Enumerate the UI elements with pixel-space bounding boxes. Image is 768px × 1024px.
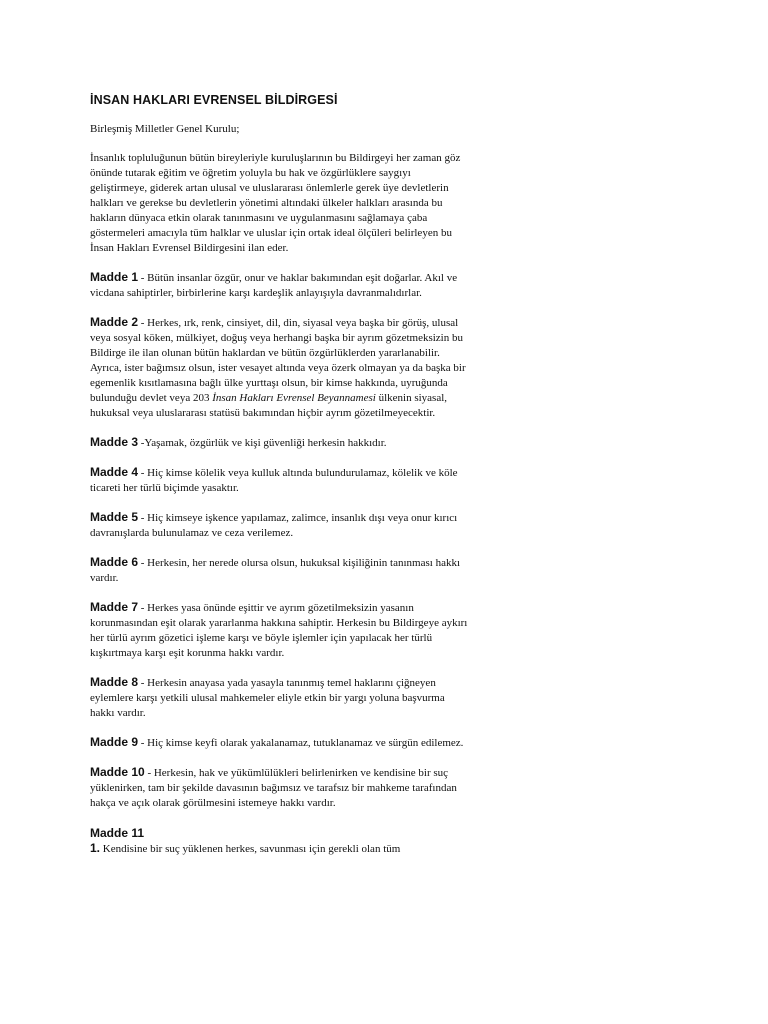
document-title: İNSAN HAKLARI EVRENSEL BİLDİRGESİ [90, 93, 338, 107]
article-11-text: Kendisine bir suç yüklenen herkes, savunması için gerekli olan tüm [100, 843, 401, 855]
article-10-text: - Herkesin, hak ve yükümlülükleri belirlenirken ve kendisine bir suç yüklenirken, tam bir şekilde davasının bağımsız ve tarafsız bir mahkeme tarafından hakça ve açık olarak görülmesini istemeye hakkı vardır. [90, 767, 457, 809]
article-5-label: Madde 5 [90, 510, 139, 524]
article-6-text: - Herkesin, her nerede olursa olsun, hukuksal kişiliğinin tanınması hakkı vardır. [90, 557, 461, 584]
article-6-label: Madde 6 [90, 555, 139, 569]
article-2-text-continued: ülkenin siyasal, hukuksal veya uluslararası statüsü bakımından hiçbir ayrım gözetilmeyecektir. [90, 392, 448, 419]
document-page [90, 92, 468, 871]
article-1-text: - Bütün insanlar özgür, onur ve haklar bakımından eşit doğarlar. Akıl ve vicdana sahiptirler, birbirlerine karşı kardeşlik anlayışıyla davranmalıdırlar. [90, 272, 458, 299]
preamble-paragraph: İnsanlık topluluğunun bütün bireyleriyle kuruluşlarının bu Bildirgeyi her zaman göz önünde tutarak eğitim ve öğretim yoluyla bu hak ve özgürlüklere saygıyı geliştirmeye, giderek artan ulusal ve uluslararası önlemlerle gerek üye devletlerin halkları ve gerekse bu devletlerin yönetimi altındaki ülkeler halkları arasında bu hakların dünyaca etkin olarak tanınmasını ve uygulanmasını sağlamaya çaba göstermeleri amacıyla tüm halklar ve uluslar için ortak ideal ölçüleri belirleyen bu İnsan Hakları Evrensel Bildirgesini ilan eder. [90, 152, 461, 254]
article-8-text: - Herkesin anayasa yada yasayla tanınmış temel haklarını çiğneyen eylemlere karşı yetkili ulusal mahkemeler eliyle etkin bir yargı yoluna başvurma hakkı vardır. [90, 677, 445, 719]
article-9-label: Madde 9 [90, 735, 139, 749]
article-3 [90, 435, 468, 451]
article-2 [90, 315, 468, 421]
assembly-line: Birleşmiş Milletler Genel Kurulu; [90, 123, 240, 135]
article-11 [90, 825, 468, 857]
article-7-text: - Herkes yasa önünde eşittir ve ayrım gözetilmeksizin yasanın korunmasından eşit olarak yararlanma hakkına sahiptir. Herkesin bu Bildirgeye aykırı her türlü ayrım gözetici işleme karşı ve böyle işlemler için yapılacak her türlü kışkırtmaya karşı eşit korunma hakkı vardır. [90, 602, 468, 659]
article-3-text: -Yaşamak, özgürlük ve kişi güvenliği herkesin hakkıdır. [138, 437, 387, 449]
article-8 [90, 675, 468, 721]
article-5 [90, 510, 468, 541]
article-11-label: Madde 11 [90, 826, 145, 840]
article-4-label: Madde 4 [90, 465, 139, 479]
article-2-label: Madde 2 [90, 315, 139, 329]
article-5-text: - Hiç kimseye işkence yapılamaz, zalimce, insanlık dışı veya onur kırıcı davranışlarda bulunulamaz ve ceza verilemez. [90, 512, 458, 539]
article-4-text: - Hiç kimse kölelik veya kulluk altında bulundurulamaz, kölelik ve köle ticareti her türlü biçimde yasaktır. [90, 467, 458, 494]
article-10 [90, 765, 468, 811]
article-9 [90, 735, 468, 751]
article-9-text: - Hiç kimse keyfi olarak yakalanamaz, tutuklanamaz ve sürgün edilemez. [138, 737, 464, 749]
article-3-label: Madde 3 [90, 435, 139, 449]
article-7 [90, 600, 468, 661]
article-6 [90, 555, 468, 586]
article-4 [90, 465, 468, 496]
article-11-clause-number: 1. [90, 841, 101, 855]
article-7-label: Madde 7 [90, 600, 139, 614]
article-2-text: - Herkes, ırk, renk, cinsiyet, dil, din, siyasal veya başka bir görüş, ulusal veya sosyal köken, mülkiyet, doğuş veya herhangi başka bir ayrım gözetmeksizin bu Bildirge ile ilan olunan bütün haklardan ve bütün özgürlüklerden yararlanabilir. Ayrıca, ister bağımsız olsun, ister vesayet altında veya özerk olmayan ya da başka bir egemenlik kısıtlamasına bağlı ülke yurttaşı olsun, bir kimse hakkında, uyruğunda bulunduğu devlet veya 203 [90, 317, 466, 404]
article-1 [90, 270, 468, 301]
article-2-running-header: İnsan Hakları Evrensel Beyannamesi [212, 392, 376, 404]
article-1-label: Madde 1 [90, 270, 139, 284]
article-10-label: Madde 10 [90, 765, 145, 779]
article-8-label: Madde 8 [90, 675, 139, 689]
